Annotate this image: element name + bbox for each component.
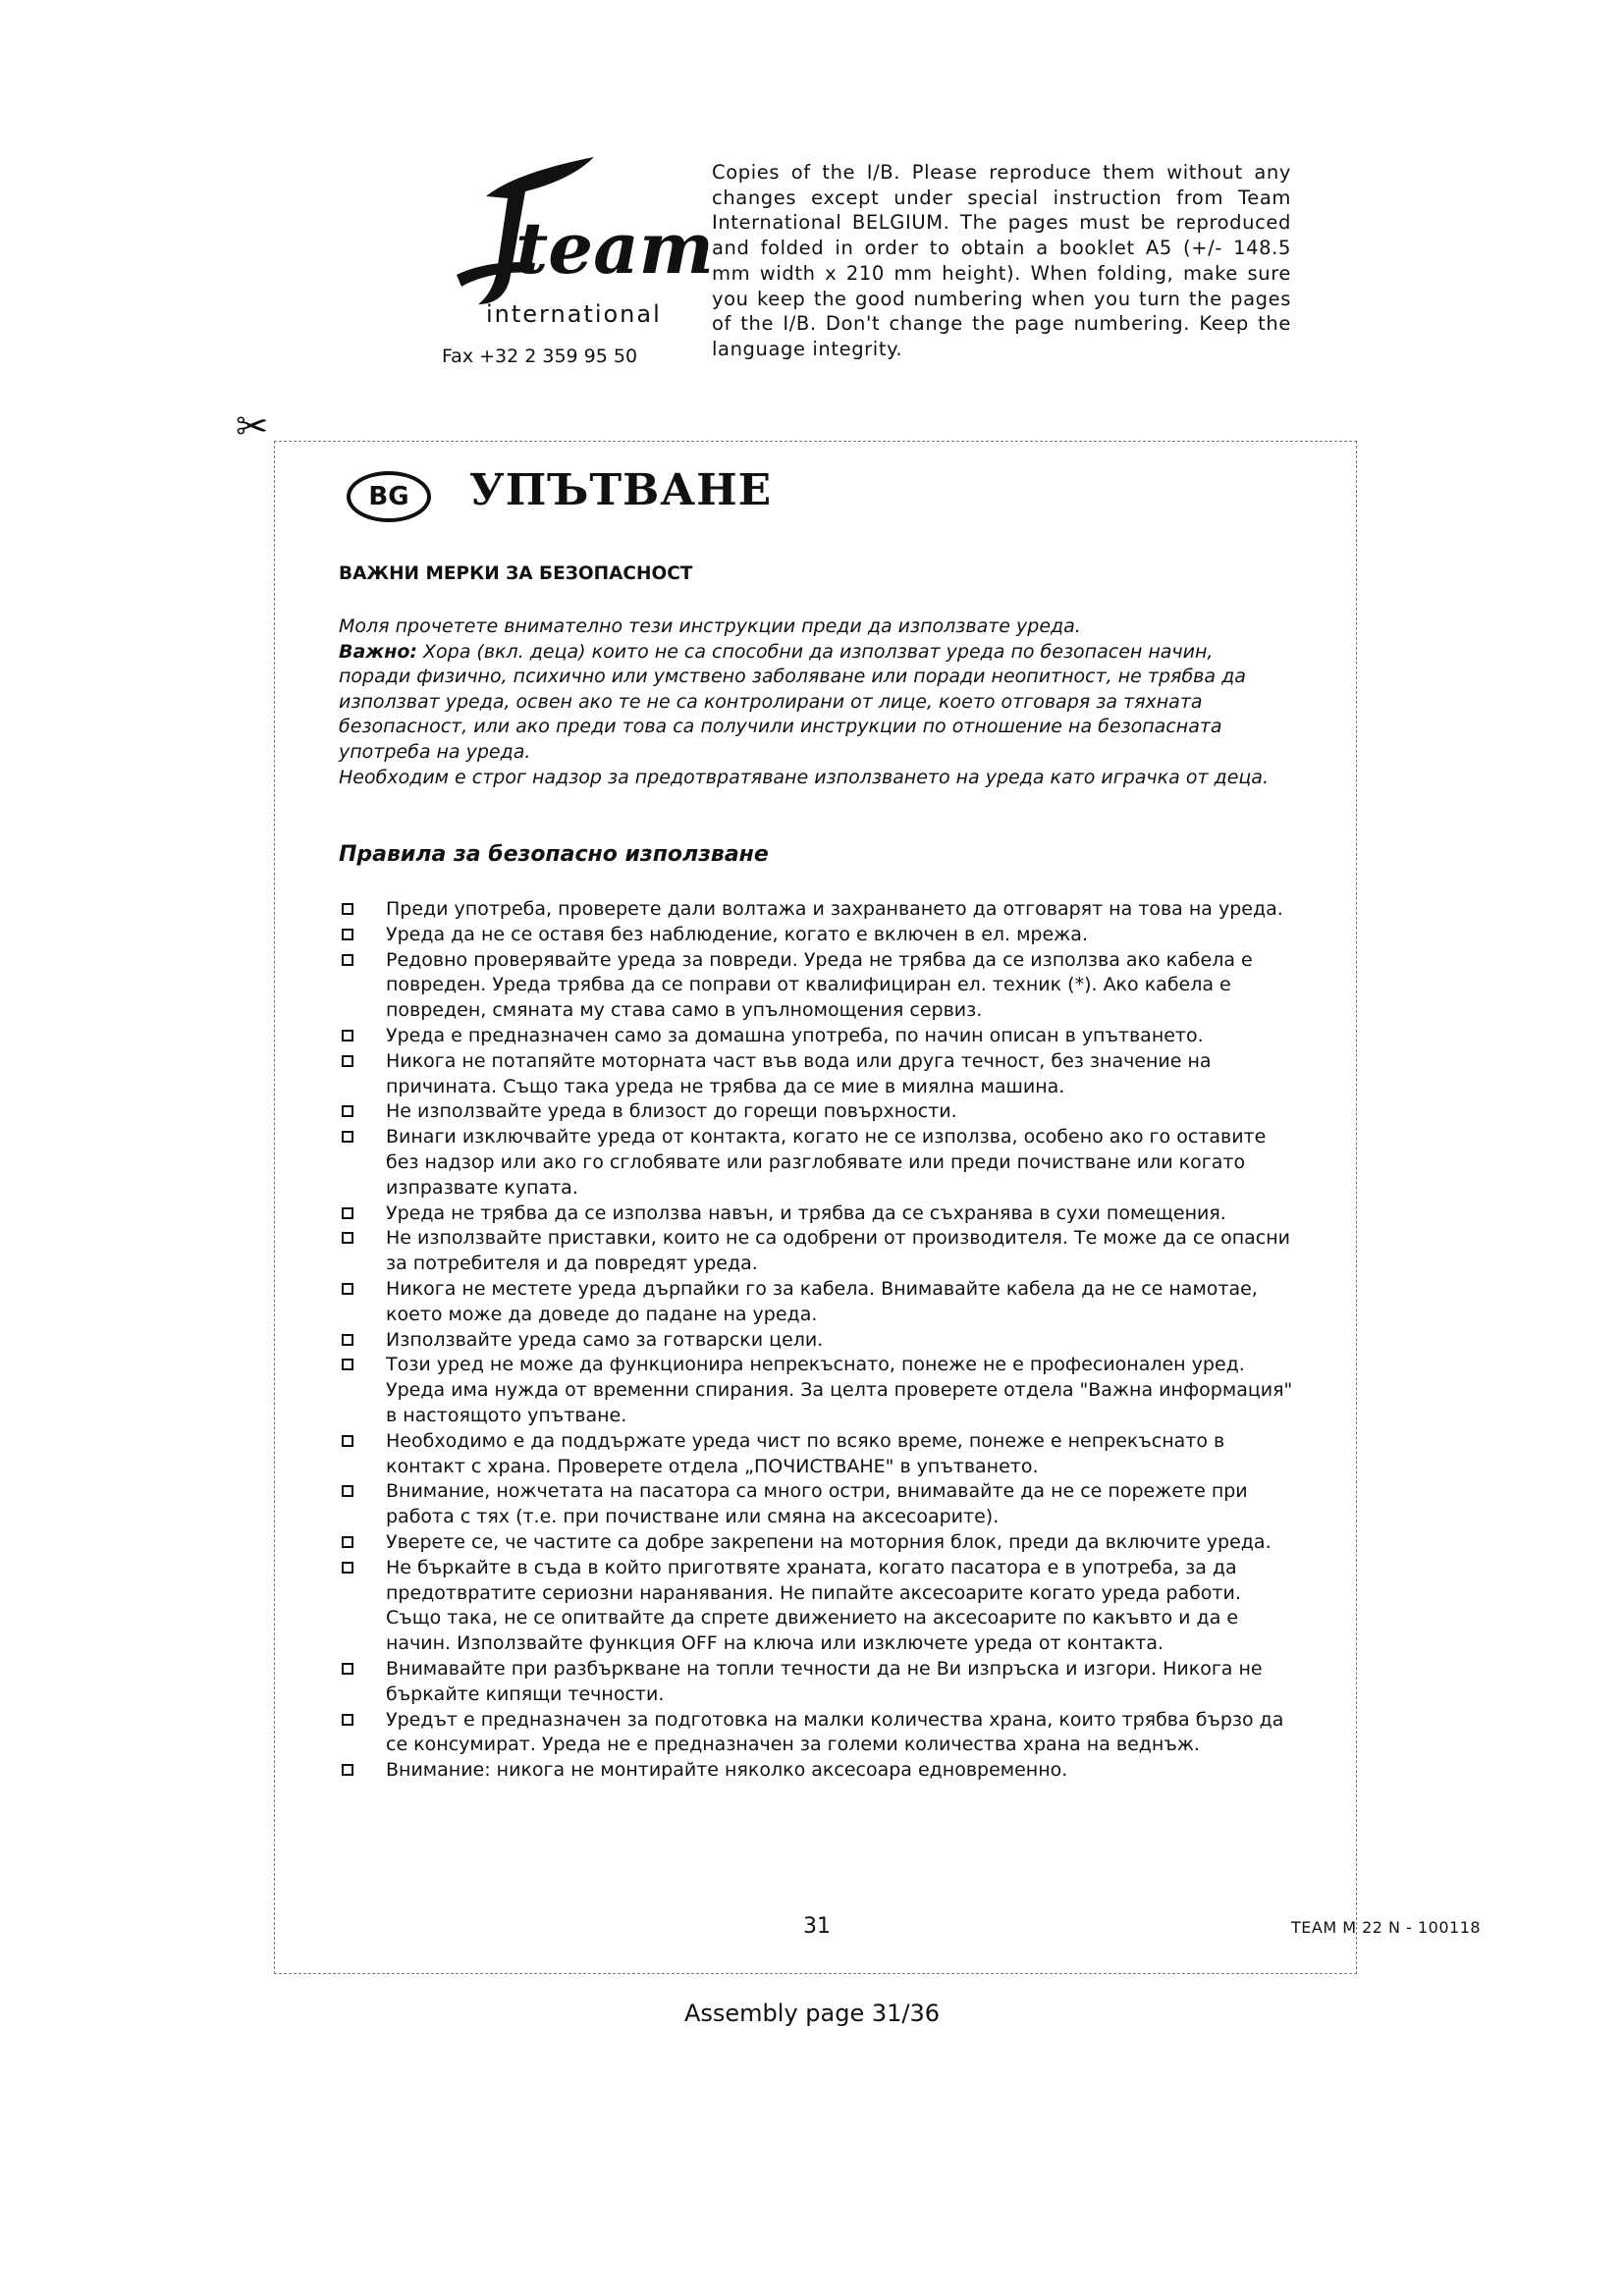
list-item xyxy=(339,1277,1296,1328)
rule-text: Внимание: никога не монтирайте няколко аксесоара едновременно. xyxy=(386,1759,1068,1782)
rule-text: Никога не потапяйте моторната част във вода или друга течност, без значение на причината. Също така уреда не трябва да се мие в миялна машина. xyxy=(386,1049,1212,1097)
checkbox-icon xyxy=(342,1105,353,1117)
rule-text: Уреда да не се оставя без наблюдение, когато е включен в ел. мрежа. xyxy=(386,923,1088,945)
list-item xyxy=(339,1049,1296,1100)
rule-text: Уверете се, че частите са добре закрепени на моторния блок, преди да включите уреда. xyxy=(386,1530,1272,1553)
checkbox-icon xyxy=(342,903,353,915)
rule-text: Не използвайте уреда в близост до горещи повърхности. xyxy=(386,1100,957,1123)
checkbox-icon xyxy=(342,1714,353,1726)
read-instructions-text: Моля прочетете внимателно тези инструкции преди да използвате уреда. xyxy=(339,615,1081,637)
list-item xyxy=(339,1099,1296,1125)
list-item xyxy=(339,1226,1296,1277)
checkbox-icon xyxy=(342,1562,353,1574)
list-item xyxy=(339,1708,1296,1759)
model-code: TEAM M 22 N - 100118 xyxy=(1291,1918,1482,1937)
supervision-text: Необходим е строг надзор за предотвратяване използването на уреда като играчка от деца. xyxy=(339,766,1269,788)
list-item xyxy=(339,948,1296,1024)
rule-text: Използвайте уреда само за готварски цели. xyxy=(386,1328,824,1351)
rule-text: Винаги изключвайте уреда от контакта, когато не се използва, особено ако го оставите без надзор или ако го сглобявате или разглобявате или преди почистване или когато изпразвате купата. xyxy=(386,1126,1267,1199)
language-badge: BG xyxy=(347,471,431,522)
rule-text: Не използвайте приставки, които не са одобрени от производителя. Те може да се опасни за потребителя и да повредят уреда. xyxy=(386,1227,1291,1275)
safety-intro xyxy=(339,614,1281,790)
fax-number: Fax +32 2 359 95 50 xyxy=(442,346,638,367)
checkbox-icon xyxy=(342,1764,353,1776)
rule-text: Необходимо е да поддържате уреда чист по всяко време, понеже е непрекъснато в контакт с храна. Проверете отдела „ПОЧИСТВАНЕ" в упътването. xyxy=(386,1429,1225,1477)
checkbox-icon xyxy=(342,1055,353,1067)
rule-text: Не бъркайте в съда в който приготвяте храната, когато пасатора е в употреба, за да предотвратите сериозни наранявания. Не пипайте аксесоарите когато уреда работи. Също така, не се опитвайте да спрете движението на аксесоарите по какъвто и да е начин. Използвайте функция OFF на ключа или изключете уреда от контакта. xyxy=(386,1556,1241,1655)
checkbox-icon xyxy=(342,1359,353,1370)
page-number: 31 xyxy=(803,1914,831,1939)
assembly-page: Assembly page 31/36 xyxy=(683,2000,941,2027)
checkbox-icon xyxy=(342,954,353,966)
list-item xyxy=(339,1657,1296,1708)
checkbox-icon xyxy=(342,1536,353,1548)
list-item xyxy=(339,1530,1296,1556)
list-item xyxy=(339,1328,1296,1354)
checkbox-icon xyxy=(342,1030,353,1041)
rule-text: Внимавайте при разбъркване на топли течности да не Ви изпръска и изгори. Никога не бъркайте кипящи течности. xyxy=(386,1657,1263,1705)
rule-text: Редовно проверявайте уреда за повреди. Уреда не трябва да се използва ако кабела е повреден. Уреда трябва да се поправи от квалифициран ел. техник (*). Ако кабела е повреден, смяната му става само в упълномощения сервиз. xyxy=(386,948,1253,1022)
reproduction-notice: Copies of the I/B. Please reproduce them without any changes except under special instruction from Team International BELGIUM. The pages must be reproduced and folded in order to obtain a booklet A5 (+/- 148.5 mm width x 210 mm height). When folding, make sure you keep the good numbering when you turn the pages of the I/B. Don't change the page numbering. Keep the language integrity. xyxy=(712,161,1291,360)
svg-text:international: international xyxy=(486,300,662,328)
list-item xyxy=(339,923,1296,948)
checkbox-icon xyxy=(342,1207,353,1219)
list-item xyxy=(339,1024,1296,1049)
list-item xyxy=(339,1125,1296,1201)
checkbox-icon xyxy=(342,1334,353,1346)
important-label: Важно: xyxy=(339,640,417,663)
safety-rules-list xyxy=(339,897,1296,1784)
page-title: УПЪТВАНЕ xyxy=(469,465,773,515)
rule-text: Този уред не може да функционира непрекъснато, понеже не е професионален уред. Уреда има нужда от временни спирания. За целта проверете отдела "Важна информация" в настоящото упътване. xyxy=(386,1354,1293,1426)
checkbox-icon xyxy=(342,1131,353,1143)
checkbox-icon xyxy=(342,1283,353,1295)
checkbox-icon xyxy=(342,1485,353,1497)
list-item xyxy=(339,1556,1296,1657)
svg-text:team: team xyxy=(515,206,714,290)
rule-text: Преди употреба, проверете дали волтажа и захранването да отговарят на това на уреда. xyxy=(386,898,1283,920)
list-item xyxy=(339,897,1296,923)
safety-heading: ВАЖНИ МЕРКИ ЗА БЕЗОПАСНОСТ xyxy=(339,563,693,584)
list-item xyxy=(339,1479,1296,1530)
checkbox-icon xyxy=(342,1663,353,1675)
team-international-logo xyxy=(417,157,714,334)
rules-heading: Правила за безопасно използване xyxy=(339,842,769,867)
rule-text: Уредът е предназначен за подготовка на малки количества храна, които трябва бързо да се консумират. Уреда не е предназначен за големи количества храна на веднъж. xyxy=(386,1708,1284,1756)
rule-text: Уреда е предназначен само за домашна употреба, по начин описан в упътването. xyxy=(386,1024,1204,1046)
list-item xyxy=(339,1429,1296,1480)
list-item xyxy=(339,1758,1296,1784)
rule-text: Внимание, ножчетата на пасатора са много остри, внимавайте да не се порежете при работа с тях (т.е. при почистване или смяна на аксесоарите). xyxy=(386,1480,1248,1528)
checkbox-icon xyxy=(342,1232,353,1244)
list-item xyxy=(339,1353,1296,1428)
list-item xyxy=(339,1201,1296,1227)
important-text: Хора (вкл. деца) които не са способни да използват уреда по безопасен начин, поради физично, психично или умствено заболяване или поради неопитност, не трябва да използват уреда, освен ако те не са контролирани от лице, което отговаря за тяхната безопасност, или ако преди това са получили инструкции по отношение на безопасната употреба на уреда. xyxy=(339,640,1246,763)
checkbox-icon xyxy=(342,929,353,940)
important-paragraph xyxy=(339,640,1281,766)
checkbox-icon xyxy=(342,1435,353,1447)
rule-text: Уреда не трябва да се използва навън, и трябва да се съхранява в сухи помещения. xyxy=(386,1201,1226,1224)
scissors-icon: ✂ xyxy=(236,404,269,450)
rule-text: Никога не местете уреда дърпайки го за кабела. Внимавайте кабела да не се намотае, което може да доведе до падане на уреда. xyxy=(386,1277,1258,1325)
